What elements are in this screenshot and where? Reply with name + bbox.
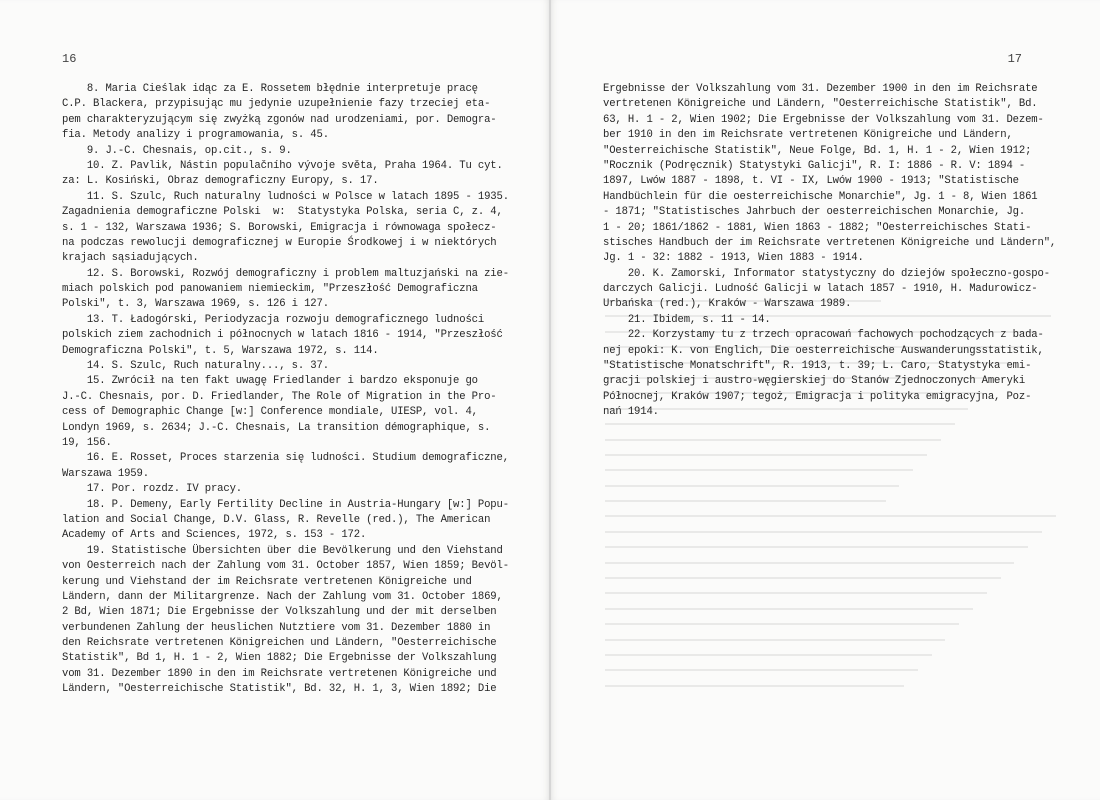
text-line: stisches Handbuch der im Reichsrate vertretenen Königreiche und Ländern", [603,236,1057,249]
show-through-line [605,500,886,502]
text-line: 10. Z. Pavlik, Nástin populačního vývoje světa, Praha 1964. Tu cyt. [62,159,503,172]
text-line: 13. T. Ładogórski, Periodyzacja rozwoju demograficznego ludności [62,313,485,326]
text-line: nań 1914. [603,406,659,419]
show-through-line [605,669,918,671]
text-line: Londyn 1969, s. 2634; J.-C. Chesnais, La transition démographique, s. [62,421,491,434]
right-page [550,0,1100,800]
text-line: J.-C. Chesnais, por. D. Friedlander, The Role of Migration in the Pro- [62,390,497,403]
text-line: lation and Social Change, D.V. Glass, R. Revelle (red.), The American [62,513,491,526]
text-line: gracji polskiej i austro-węgierskiej do Stanów Zjednoczonych Ameryki [603,375,1026,388]
text-line: fia. Metody analizy i programowania, s. 45. [62,129,329,142]
show-through-line [605,592,987,594]
text-line: Handbüchlein für die oesterreichische Monarchie", Jg. 1 - 8, Wien 1861 [603,190,1038,203]
text-line: "Oesterreichische Statistik", Neue Folge, Bd. 1, H. 1 - 2, Wien 1912; [603,144,1032,157]
text-line: "Rocznik (Podręcznik) Statystyki Galicji", R. I: 1886 - R. V: 1894 - [603,159,1026,172]
text-line: 11. S. Szulc, Ruch naturalny ludności w Polsce w latach 1895 - 1935. [62,190,509,203]
text-line: darczych Galicji. Ludność Galicji w latach 1857 - 1910, H. Madurowicz- [603,283,1038,296]
show-through-line [605,531,1042,533]
show-through-line [605,623,959,625]
text-line: 1 - 20; 1861/1862 - 1881, Wien 1863 - 1882; "Oesterreichisches Stati- [603,221,1032,234]
text-line: 12. S. Borowski, Rozwój demograficzny i problem maltuzjański na zie- [62,267,509,280]
text-line: 19, 156. [62,436,112,449]
show-through-line [605,562,1014,564]
text-line: C.P. Blackera, przypisując mu jedynie uzupełnienie fazy trzeciej eta- [62,98,491,111]
text-line: Warszawa 1959. [62,467,149,480]
text-line: Ergebnisse der Volkszahlung vom 31. Dezember 1900 in den im Reichsrate [603,83,1038,95]
text-line: 17. Por. rozdz. IV pracy. [62,483,243,496]
text-line: 9. J.-C. Chesnais, op.cit., s. 9. [62,144,292,157]
show-through-line [605,654,932,656]
text-line: "Statistische Monatschrift", R. 1913, t. 39; L. Caro, Statystyka emi- [603,360,1032,373]
show-through-line [605,439,941,441]
text-line: Demograficzna Polski", t. 5, Warszawa 1972, s. 114. [62,344,379,357]
text-line: 19. Statistische Übersichten über die Bevölkerung und den Viehstand [62,544,503,557]
show-through-line [605,639,945,641]
text-line: vertretenen Königreiche und Ländern, "Oesterreichische Statistik", Bd. [603,98,1038,111]
text-line: Academy of Arts and Sciences, 1972, s. 153 - 172. [62,529,367,542]
show-through-line [605,469,913,471]
show-through-line [605,454,927,456]
page-number: 16 [62,52,77,66]
text-line: 2 Bd, Wien 1871; Die Ergebnisse der Volkszahlung und der mit derselben [62,606,497,619]
show-through-line [605,546,1028,548]
text-line: 18. P. Demeny, Early Fertility Decline in Austria-Hungary [w:] Popu- [62,498,509,511]
text-line: 22. Korzystamy tu z trzech opracowań fachowych pochodzących z bada- [603,329,1044,342]
text-line: ber 1910 in den im Reichsrate vertretenen Königreiche und Ländern, [603,129,1013,142]
show-through-line [605,608,973,610]
text-line: Polski", t. 3, Warszawa 1969, s. 126 i 127. [62,298,329,311]
text-line: Ländern, "Oesterreichische Statistik", Bd. 32, H. 1, 3, Wien 1892; Die [62,683,497,696]
show-through-line [605,423,955,425]
text-line: kerung und Viehstand der im Reichsrate vertretenen Königreiche und [62,575,472,588]
footnotes-text [62,82,509,698]
text-line: 63, H. 1 - 2, Wien 1902; Die Ergebnisse der Volkszahlung vom 31. Dezem- [603,113,1044,126]
show-through-line [605,515,1056,517]
page-number: 17 [1007,52,1022,66]
text-line: s. 1 - 132, Warszawa 1936; S. Borowski, Emigracja i równowaga społecz- [62,221,497,234]
text-line: vom 31. Dezember 1890 in den im Reichsrate vertretenen Königreiche und [62,667,497,680]
text-line: 8. Maria Cieślak idąc za E. Rossetem błędnie interpretuje pracę [62,83,478,95]
show-through-line [605,685,904,687]
text-line: nej epoki: K. von Englich, Die oesterreichische Auswanderungsstatistik, [603,344,1044,357]
text-line: 14. S. Szulc, Ruch naturalny..., s. 37. [62,360,329,373]
text-line: pem charakteryzującym się zwyżką zgonów nad urodzeniami, por. Demogra- [62,113,497,126]
text-line: Północnej, Kraków 1907; tegoż, Emigracja i polityka emigracyjna, Poz- [603,390,1032,403]
text-line: von Oesterreich nach der Zahlung vom 31. October 1857, Wien 1859; Bevöl- [62,560,509,573]
text-line: 16. E. Rosset, Proces starzenia się ludności. Studium demograficzne, [62,452,509,465]
text-line: Urbańska (red.), Kraków - Warszawa 1989. [603,298,852,311]
text-line: 15. Zwrócił na ten fakt uwagę Friedlander i bardzo eksponuje go [62,375,478,388]
text-line: - 1871; "Statistisches Jahrbuch der oesterreichischen Monarchie, Jg. [603,206,1026,219]
text-line: 20. K. Zamorski, Informator statystyczny do dziejów społeczno-gospo- [603,267,1050,280]
text-line: Statistik", Bd 1, H. 1 - 2, Wien 1882; Die Ergebnisse der Volkszahlung [62,652,497,665]
text-line: na podczas rewolucji demograficznej w Europie Środkowej i w niektórych [62,236,497,249]
footnotes-text [603,82,1057,421]
text-line: den Reichsrate vertretenen Königreichen und Ländern, "Oesterreichische [62,637,497,650]
text-line: Ländern, dann der Militargrenze. Nach der Zahlung vom 31. October 1869, [62,590,503,603]
text-line: miach polskich pod panowaniem niemieckim, "Przeszłość Demograficzna [62,283,478,296]
text-line: polskich ziem zachodnich i północnych w latach 1816 - 1914, "Przeszłość [62,329,503,342]
book-gutter [549,0,551,800]
text-line: Zagadnienia demograficzne Polski w: Statystyka Polska, seria C, z. 4, [62,206,503,219]
show-through-line [605,577,1001,579]
text-line: verbundenen Zahlung der heuslichen Nutztiere vom 31. Dezember 1880 in [62,621,491,634]
text-line: cess of Demographic Change [w:] Conference mondiale, UIESP, vol. 4, [62,406,478,419]
text-line: 1897, Lwów 1887 - 1898, t. VI - IX, Lwów 1900 - 1913; "Statistische [603,175,1019,188]
text-line: za: L. Kosiński, Obraz demograficzny Europy, s. 17. [62,175,379,188]
text-line: krajach sąsiadujących. [62,252,199,265]
text-line: 21. Ibidem, s. 11 - 14. [603,313,771,326]
show-through-line [605,485,899,487]
text-line: Jg. 1 - 32: 1882 - 1913, Wien 1883 - 1914. [603,252,864,265]
